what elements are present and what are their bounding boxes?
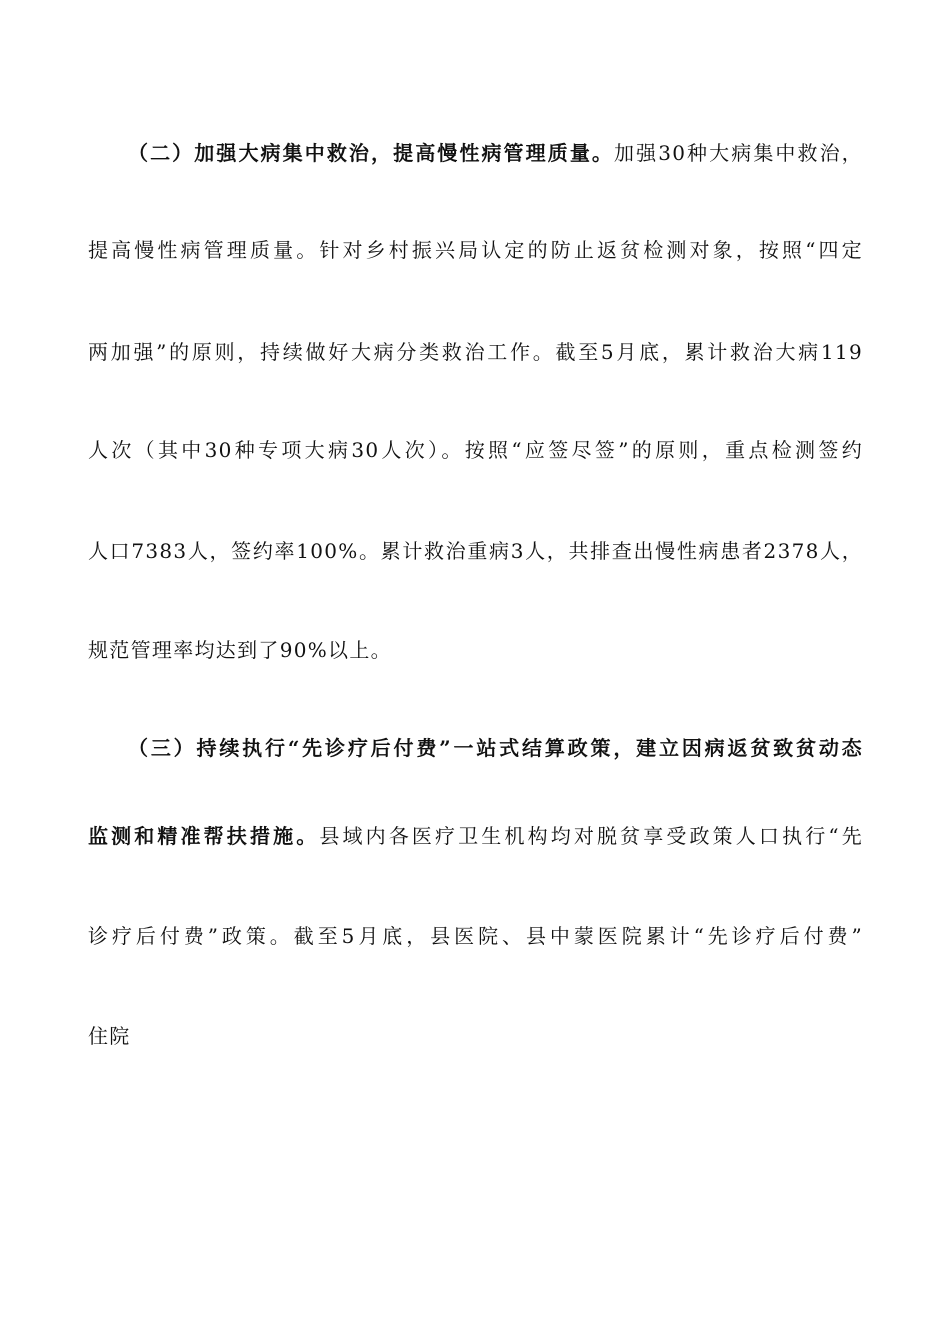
section-2-line-5: 人口7383人，签约率100%。累计救治重病3人，共排查出慢性病患者2378人， xyxy=(88,539,863,563)
section-3-line-2 xyxy=(88,822,863,850)
section-3-line-4: 住院 xyxy=(88,1024,131,1048)
section-3-heading-line-1: （三）持续执行“先诊疗后付费”一站式结算政策，建立因病返贫致贫动态 xyxy=(128,736,863,760)
section-2-line-6: 规范管理率均达到了90%以上。 xyxy=(88,638,392,662)
section-2-line-1-text: 加强30种大病集中救治， xyxy=(614,141,863,165)
section-2-line-2: 提高慢性病管理质量。针对乡村振兴局认定的防止返贫检测对象，按照“四定 xyxy=(88,238,863,262)
section-3-line-2-text: 县域内各医疗卫生机构均对脱贫享受政策人口执行“先 xyxy=(319,824,863,848)
section-3-line-3: 诊疗后付费”政策。截至5月底，县医院、县中蒙医院累计“先诊疗后付费” xyxy=(88,924,863,948)
section-2-line-1 xyxy=(128,139,863,167)
section-3-heading-line-2: 监测和精准帮扶措施。 xyxy=(88,824,320,848)
section-2-line-4: 人次（其中30种专项大病30人次）。按照“应签尽签”的原则，重点检测签约 xyxy=(88,438,863,462)
section-2-heading: （二）加强大病集中救治，提高慢性病管理质量。 xyxy=(128,141,615,165)
section-2-line-3: 两加强”的原则，持续做好大病分类救治工作。截至5月底，累计救治大病119 xyxy=(88,340,863,364)
